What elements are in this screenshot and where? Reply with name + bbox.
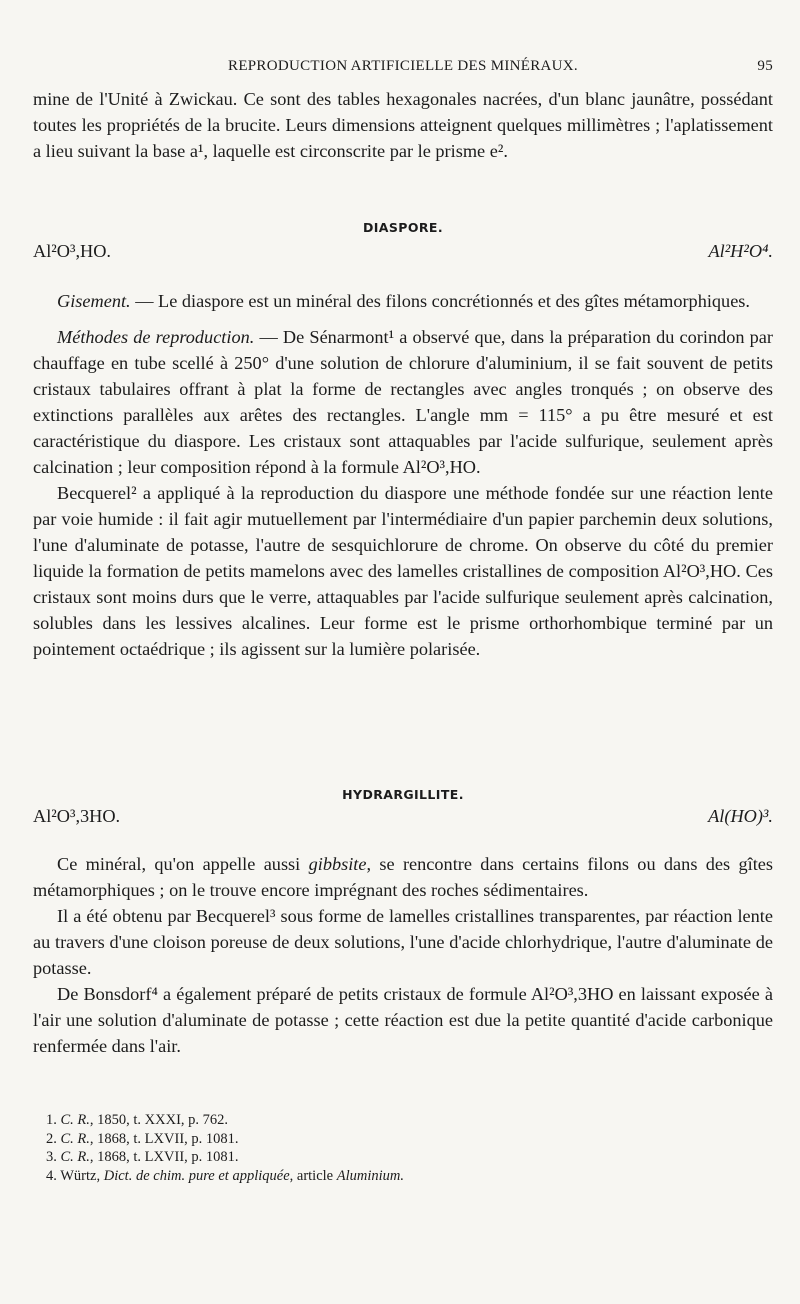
bonsdorf-paragraph: De Bonsdorf⁴ a également préparé de petits cristaux de formule Al²O³,3HO en laissant exposée à l'air une solution d'aluminate de potasse ; cette réaction est due la petite quantité d'acide carbonique renfermée dans l'air. xyxy=(33,984,773,1056)
diaspore-formula-row xyxy=(33,241,773,267)
footnote-2: 2. C. R., 1868, t. LXVII, p. 1081. xyxy=(46,1130,239,1147)
gibbsite-paragraph: Ce minéral, qu'on appelle aussi gibbsite, se rencontre dans certains filons ou dans des gîtes métamorphiques ; on le trouve encore imprégnant des roches sédimentaires. xyxy=(33,854,773,900)
gisement-lead: Gisement. xyxy=(57,291,131,311)
methodes-lead: Méthodes de reproduction. xyxy=(57,327,255,347)
footnote-4: 4. Würtz, Dict. de chim. pure et appliquée, article Aluminium. xyxy=(46,1167,405,1184)
running-title: REPRODUCTION ARTIFICIELLE DES MINÉRAUX. xyxy=(228,58,578,74)
gisement-paragraph: Gisement. — Le diaspore est un minéral des filons concrétionnés et des gîtes métamorphiques. xyxy=(57,291,750,311)
becquerel-paragraph: Becquerel² a appliqué à la reproduction du diaspore une méthode fondée sur une réaction lente par voie humide : il fait agir mutuellement par l'intermédiaire d'un papier parchemin deux solutions, l'une d'aluminate de potasse, l'autre de sesquichlorure de chrome. On observe du côté du premier liquide la formation de petits mamelons avec des lamelles cristallines de composition Al²O³,HO. Ces cristaux sont moins durs que le verre, attaquables par l'acide sulfurique seulement après calcination, solubles dans les lessives alcalines. Leur forme est le prisme orthorhombique terminé par un pointement octaédrique ; ils agissent sur la lumière polarisée. xyxy=(33,483,773,659)
diaspore-text xyxy=(33,288,773,662)
gibbsite-term: gibbsite xyxy=(308,854,367,874)
diaspore-heading: DIASPORE. xyxy=(362,220,443,235)
intro-paragraph: mine de l'Unité à Zwickau. Ce sont des tables hexagonales nacrées, d'un blanc jaunâtre, possédant toutes les propriétés de la brucite. Leurs dimensions atteignent quelques millimètres ; l'aplatissement a lieu suivant la base a¹, laquelle est circonscrite par le prisme e². xyxy=(33,89,773,161)
hydrargillite-formula-row xyxy=(33,806,773,832)
hydrargillite-heading: HYDRARGILLITE. xyxy=(342,787,464,802)
hydrargillite-formula-atomic: Al(HO)³. xyxy=(708,806,773,826)
page-header xyxy=(33,58,773,82)
footnote-1: 1. C. R., 1850, t. XXXI, p. 762. xyxy=(46,1112,229,1128)
diaspore-formula-atomic: Al²H²O⁴. xyxy=(708,241,773,261)
becquerel-hydrargillite-paragraph: Il a été obtenu par Becquerel³ sous forme de lamelles cristallines transparentes, par réaction lente au travers d'une cloison poreuse de deux solutions, l'une d'acide chlorhydrique, l'autre d'aluminate de potasse. xyxy=(33,906,773,978)
footnote-3: 3. C. R., 1868, t. LXVII, p. 1081. xyxy=(46,1149,239,1165)
methodes-paragraph: Méthodes de reproduction. — De Sénarmont¹ a observé que, dans la préparation du corindon par chauffage en tube scellé à 250° d'une solution de chlorure d'aluminium, il se fait souvent de petits cristaux tabulaires offrant à plat la forme de rectangles avec angles tronqués ; on observe des extinctions parallèles aux arêtes des rectangles. L'angle mm = 115° a pu être mesuré et est caractéristique du diaspore. Les cristaux sont attaquables par l'acide sulfurique, seulement après calcination ; leur composition répond à la formule Al²O³,HO. xyxy=(33,327,774,477)
page-number: 95 xyxy=(757,58,773,74)
footnotes xyxy=(46,1111,766,1185)
hydrargillite-text xyxy=(33,851,773,1059)
diaspore-formula-dualist: Al²O³,HO. xyxy=(33,241,111,261)
hydrargillite-formula-dualist: Al²O³,3HO. xyxy=(33,806,121,826)
